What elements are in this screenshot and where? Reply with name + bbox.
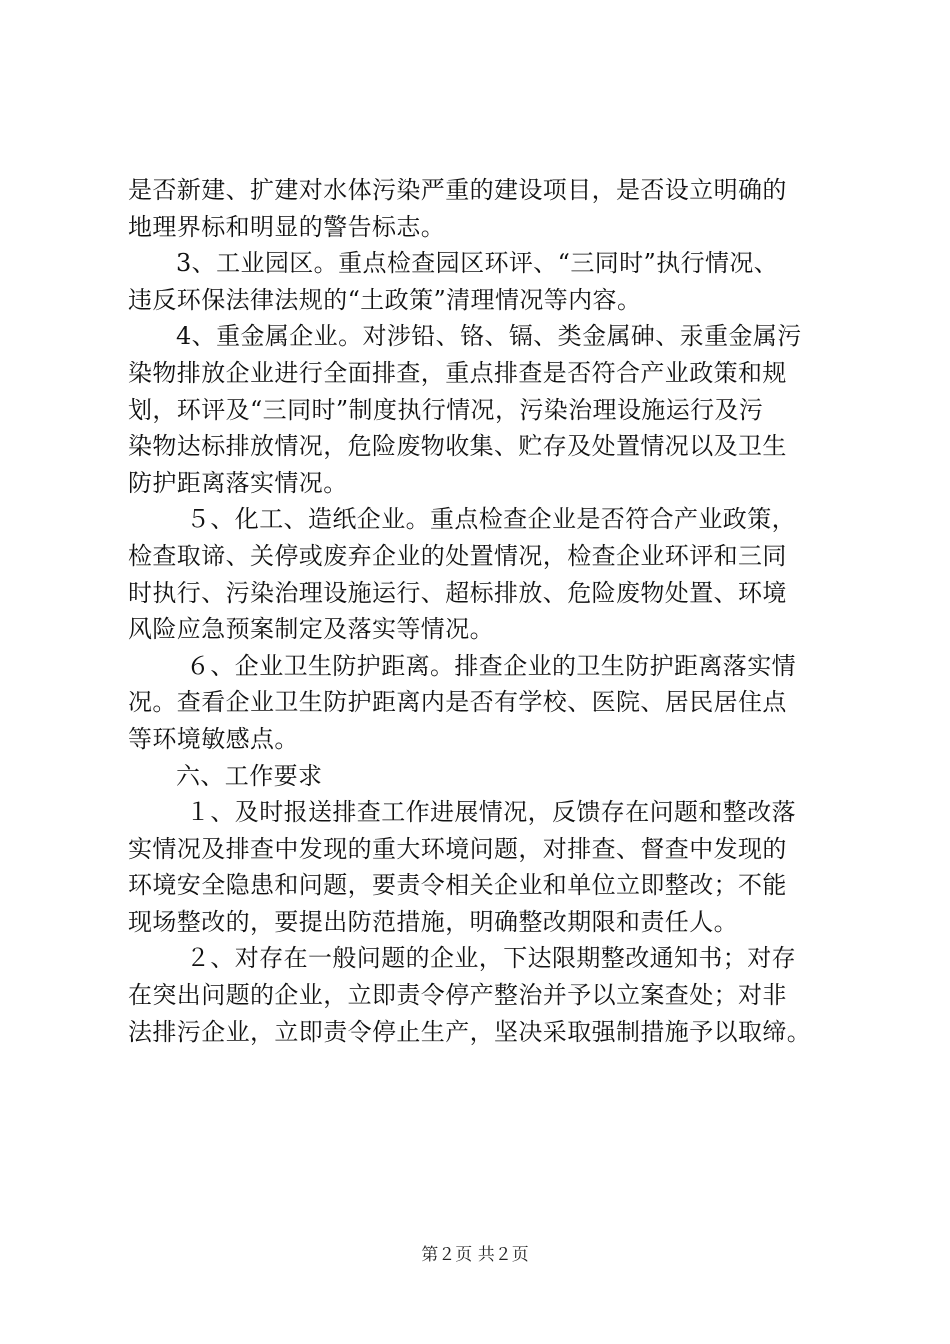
text-line: 环境安全隐患和问题，要责令相关企业和单位立即整改；不能	[128, 871, 787, 900]
text-line: １、及时报送排查工作进展情况，反馈存在问题和整改落	[186, 798, 796, 827]
text-line: 4、重金属企业。对涉铅、铬、镉、类金属砷、汞重金属污	[176, 322, 802, 351]
text-line: 是否新建、扩建对水体污染严重的建设项目，是否设立明确的	[128, 176, 787, 204]
text-line: 防护距离落实情况。	[128, 468, 348, 497]
text-line: 现场整改的，要提出防范措施，明确整改期限和责任人。	[128, 907, 738, 936]
text-line: 染物达标排放情况，危险废物收集、贮存及处置情况以及卫生	[128, 432, 787, 461]
text-line: ２、对存在一般问题的企业，下达限期整改通知书；对存	[186, 944, 796, 973]
text-line: 在突出问题的企业，立即责令停产整治并予以立案查处；对非	[128, 981, 787, 1010]
page-number-footer: 第２页 共２页	[421, 1245, 529, 1265]
text-line: 划，环评及“三同时”制度执行情况，污染治理设施运行及污	[128, 395, 764, 424]
document-body	[128, 172, 838, 1050]
text-line: 况。查看企业卫生防护距离内是否有学校、医院、居民居住点	[128, 688, 787, 717]
text-line: 时执行、污染治理设施运行、超标排放、危险废物处置、环境	[128, 578, 787, 607]
text-line: 3、工业园区。重点检查园区环评、“三同时”执行情况、	[176, 249, 779, 278]
text-line: 风险应急预案制定及落实等情况。	[128, 615, 494, 644]
text-line: 违反环保法律法规的“土政策”清理情况等内容。	[128, 285, 642, 314]
text-line: 地理界标和明显的警告标志。	[128, 212, 446, 241]
text-line: 实情况及排查中发现的重大环境问题，对排查、督查中发现的	[128, 834, 787, 863]
text-line: 等环境敏感点。	[128, 724, 299, 753]
text-line: 染物排放企业进行全面排查，重点排查是否符合产业政策和规	[128, 358, 787, 387]
text-line: ５、化工、造纸企业。重点检查企业是否符合产业政策，	[186, 505, 796, 534]
text-line: 检查取谛、关停或废弃企业的处置情况，检查企业环评和三同	[128, 541, 787, 570]
text-line: ６、企业卫生防护距离。排查企业的卫生防护距离落实情	[186, 651, 796, 680]
text-line: 法排污企业，立即责令停止生产，坚决采取强制措施予以取缔。	[128, 1017, 812, 1046]
section-heading: 六、工作要求	[176, 761, 323, 790]
